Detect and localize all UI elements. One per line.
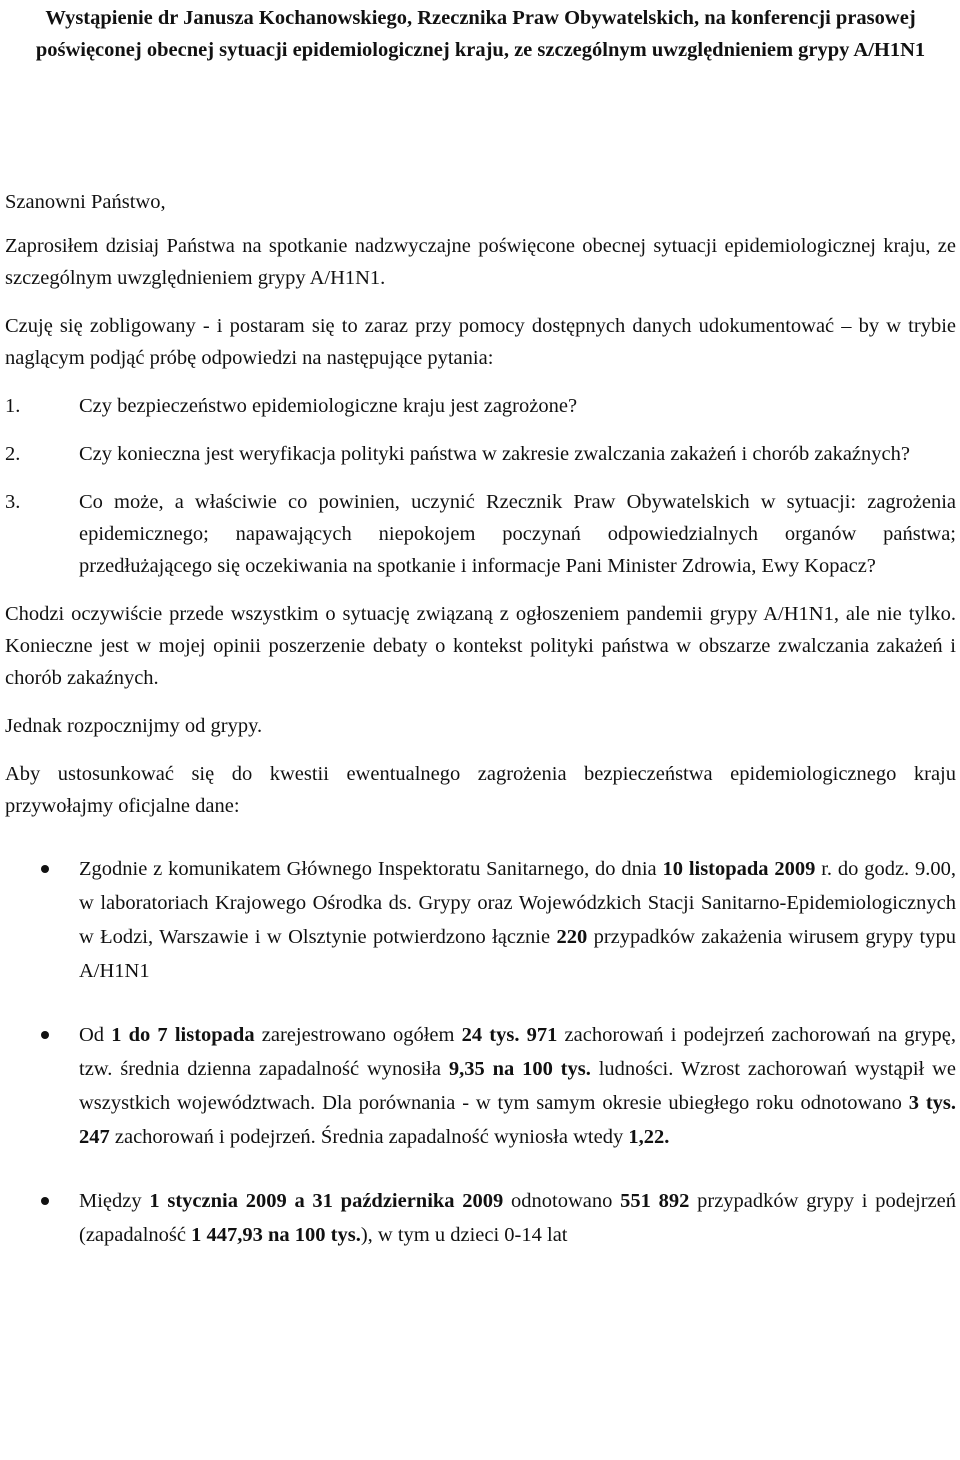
greeting: Szanowni Państwo, xyxy=(5,191,166,213)
bullet-icon xyxy=(41,865,49,873)
bullet-icon xyxy=(41,1197,49,1205)
question-text: Czy konieczna jest weryfikacja polityki państwa w zakresie zwalczania zakażeń i chorób zakaźnych? xyxy=(79,443,910,465)
question-text: Co może, a właściwie co powinien, uczynić Rzecznik Praw Obywatelskich w sytuacji: zagrożenia epidemicznego; napawających niepokojem poczynań odpowiedzialnych organów państwa; przedłużającego się oczekiwania na spotkanie i informacje Pani Minister Zdrowia, Ewy Kopacz? xyxy=(79,491,956,577)
paragraph-context: Chodzi oczywiście przede wszystkim o sytuację związaną z ogłoszeniem pandemii grypy A/H1N1, ale nie tylko. Konieczne jest w mojej opinii poszerzenie debaty o kontekst polityki państwa w obszarze zwalczania zakażeń i chorób zakaźnych. xyxy=(5,603,956,689)
question-text: Czy bezpieczeństwo epidemiologiczne kraju jest zagrożone? xyxy=(79,395,578,417)
bullet-item-gis-report: Zgodnie z komunikatem Głównego Inspektoratu Sanitarnego, do dnia 10 listopada 2009 r. do godz. 9.00, w laboratoriach Krajowego Ośrodka ds. Grypy oraz Wojewódzkich Stacji Sanitarno-Epidemiologicznych w Łodzi, Warszawie i w Olsztynie potwierdzono łącznie 220 przypadków zakażenia wirusem grypy typu A/H1N1 xyxy=(5,852,956,988)
bullet-item-november-cases: Od 1 do 7 listopada zarejestrowano ogółem 24 tys. 971 zachorowań i podejrzeń zachorowań na grypę, tzw. średnia dzienna zapadalność wynosiła 9,35 na 100 tys. ludności. Wzrost zachorowań wystąpił we wszystkich województwach. Dla porównania - w tym samym okresie ubiegłego roku odnotowano 3 tys. 247 zachorowań i podejrzeń. Średnia zapadalność wyniosła wtedy 1,22. xyxy=(5,1018,956,1154)
document-title: Wystąpienie dr Janusza Kochanowskiego, Rzecznika Praw Obywatelskich, na konferencji prasowej poświęconej obecnej sytuacji epidemiologicznej kraju, ze szczególnym uwzględnieniem grypy A/H1N1 xyxy=(35,7,926,61)
paragraph-obligation: Czuję się zobligowany - i postaram się to zaraz przy pomocy dostępnych danych udokumentować – by w trybie naglącym podjąć próbę odpowiedzi na następujące pytania: xyxy=(5,315,956,369)
question-number: 2. xyxy=(5,443,21,465)
question-number: 3. xyxy=(5,491,21,513)
paragraph-start-flu: Jednak rozpocznijmy od grypy. xyxy=(5,715,263,737)
bullet-icon xyxy=(41,1031,49,1039)
question-item xyxy=(5,390,956,422)
paragraph-invitation: Zaprosiłem dzisiaj Państwa na spotkanie nadzwyczajne poświęcone obecnej sytuacji epidemiologicznej kraju, ze szczególnym uwzględnieniem grypy A/H1N1. xyxy=(5,235,956,289)
bullet-item-annual-cases: Między 1 stycznia 2009 a 31 października 2009 odnotowano 551 892 przypadków grypy i podejrzeń (zapadalność 1 447,93 na 100 tys.), w tym u dzieci 0-14 lat xyxy=(5,1184,956,1252)
question-item xyxy=(5,438,956,470)
question-number: 1. xyxy=(5,395,21,417)
question-item xyxy=(5,486,956,582)
paragraph-official-data: Aby ustosunkować się do kwestii ewentualnego zagrożenia bezpieczeństwa epidemiologicznego kraju przywołajmy oficjalne dane: xyxy=(5,763,956,817)
